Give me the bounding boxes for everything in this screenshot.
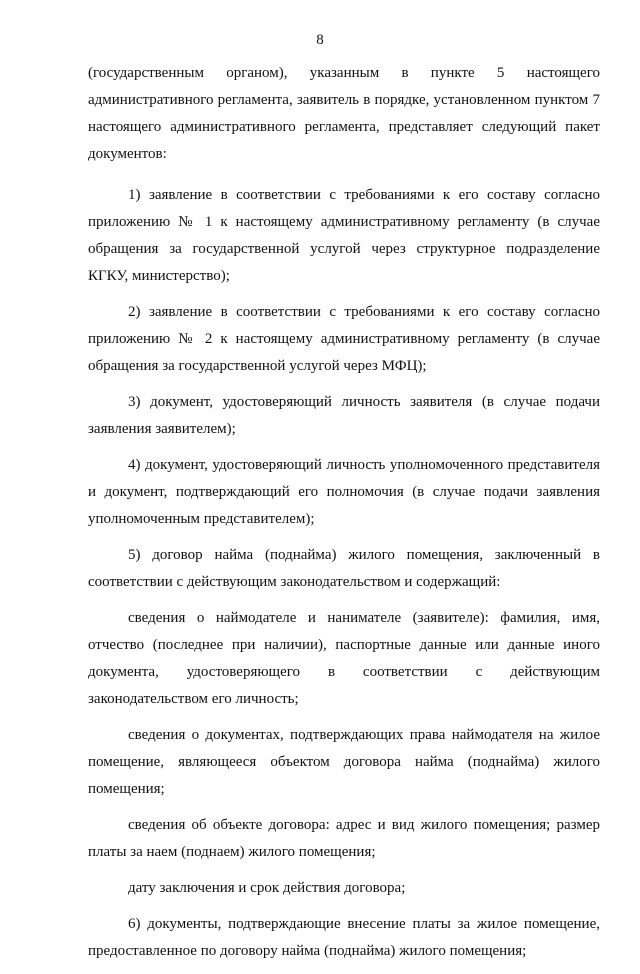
page-number: 8 <box>316 32 324 48</box>
paragraph-item-6: 6) документы, подтверждающие внесение платы за жилое помещение, предоставленное по договору найма (поднайма) жилого помещения; <box>88 916 600 959</box>
paragraph-landlord-tenant-info: сведения о наймодателе и нанимателе (заявителе): фамилия, имя, отчество (последнее при наличии), паспортные данные или данные иного документа, удостоверяющего в соответствии с действующим законодательством его личность; <box>88 610 600 707</box>
paragraph-contract-object: сведения об объекте договора: адрес и вид жилого помещения; размер платы за наем (поднаем) жилого помещения; <box>88 817 600 860</box>
paragraph-intro: (государственным органом), указанным в пункте 5 настоящего административного регламента, заявитель в порядке, установленном пунктом 7 настоящего административного регламента, представляет следующий пакет документов: <box>88 65 600 162</box>
paragraph-item-2: 2) заявление в соответствии с требованиями к его составу согласно приложению № 2 к настоящему административному регламенту (в случае обращения за государственной услугой через МФЦ); <box>88 304 600 374</box>
document-body <box>88 60 600 974</box>
paragraph-contract-date: дату заключения и срок действия договора; <box>128 880 406 896</box>
paragraph-item-5: 5) договор найма (поднайма) жилого помещения, заключенный в соответствии с действующим законодательством и содержащий: <box>88 547 600 590</box>
paragraph-item-1: 1) заявление в соответствии с требованиями к его составу согласно приложению № 1 к настоящему административному регламенту (в случае обращения за государственной услугой через структурное подразделение КГКУ, министерство); <box>88 187 600 284</box>
paragraph-item-4: 4) документ, удостоверяющий личность уполномоченного представителя и документ, подтверждающий его полномочия (в случае подачи заявления уполномоченным представителем); <box>88 457 600 527</box>
paragraph-ownership-documents: сведения о документах, подтверждающих права наймодателя на жилое помещение, являющееся объектом договора найма (поднайма) жилого помещения; <box>88 727 600 797</box>
paragraph-item-3: 3) документ, удостоверяющий личность заявителя (в случае подачи заявления заявителем); <box>88 394 600 437</box>
